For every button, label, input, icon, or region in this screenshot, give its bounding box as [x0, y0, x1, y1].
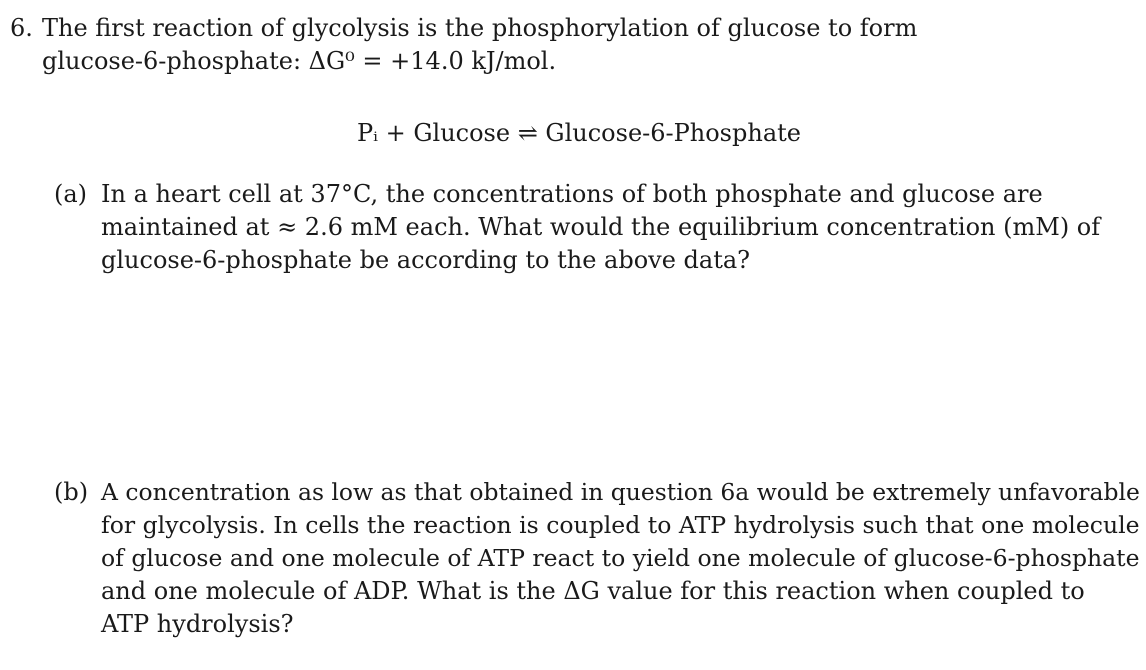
part-b-line-4: and one molecule of ADP. What is the ΔG value for this reaction when coupled to	[101, 577, 1085, 605]
part-a-line-1: In a heart cell at 37°C, the concentrations of both phosphate and glucose are	[101, 180, 1043, 208]
part-b-line-3: of glucose and one molecule of ATP react to yield one molecule of glucose-6-phosphate	[101, 544, 1140, 572]
question-text-line-2: glucose-6-phosphate: ΔG⁰ = +14.0 kJ/mol.	[42, 47, 557, 75]
part-b-line-2: for glycolysis. In cells the reaction is coupled to ATP hydrolysis such that one molecule	[101, 511, 1140, 539]
reaction-equation: Pᵢ + Glucose ⇌ Glucose-6-Phosphate	[357, 119, 801, 147]
part-a-label: (a)	[54, 180, 88, 208]
question-number: 6.	[10, 14, 33, 42]
part-a-line-2: maintained at ≈ 2.6 mM each. What would the equilibrium concentration (mM) of	[101, 213, 1101, 241]
part-a-line-3: glucose-6-phosphate be according to the above data?	[101, 246, 751, 274]
part-b-line-1: A concentration as low as that obtained in question 6a would be extremely unfavorable	[101, 478, 1140, 506]
question-text-line-1: The first reaction of glycolysis is the phosphorylation of glucose to form	[42, 14, 918, 42]
part-b-line-5: ATP hydrolysis?	[101, 610, 294, 638]
part-b-label: (b)	[54, 478, 89, 506]
